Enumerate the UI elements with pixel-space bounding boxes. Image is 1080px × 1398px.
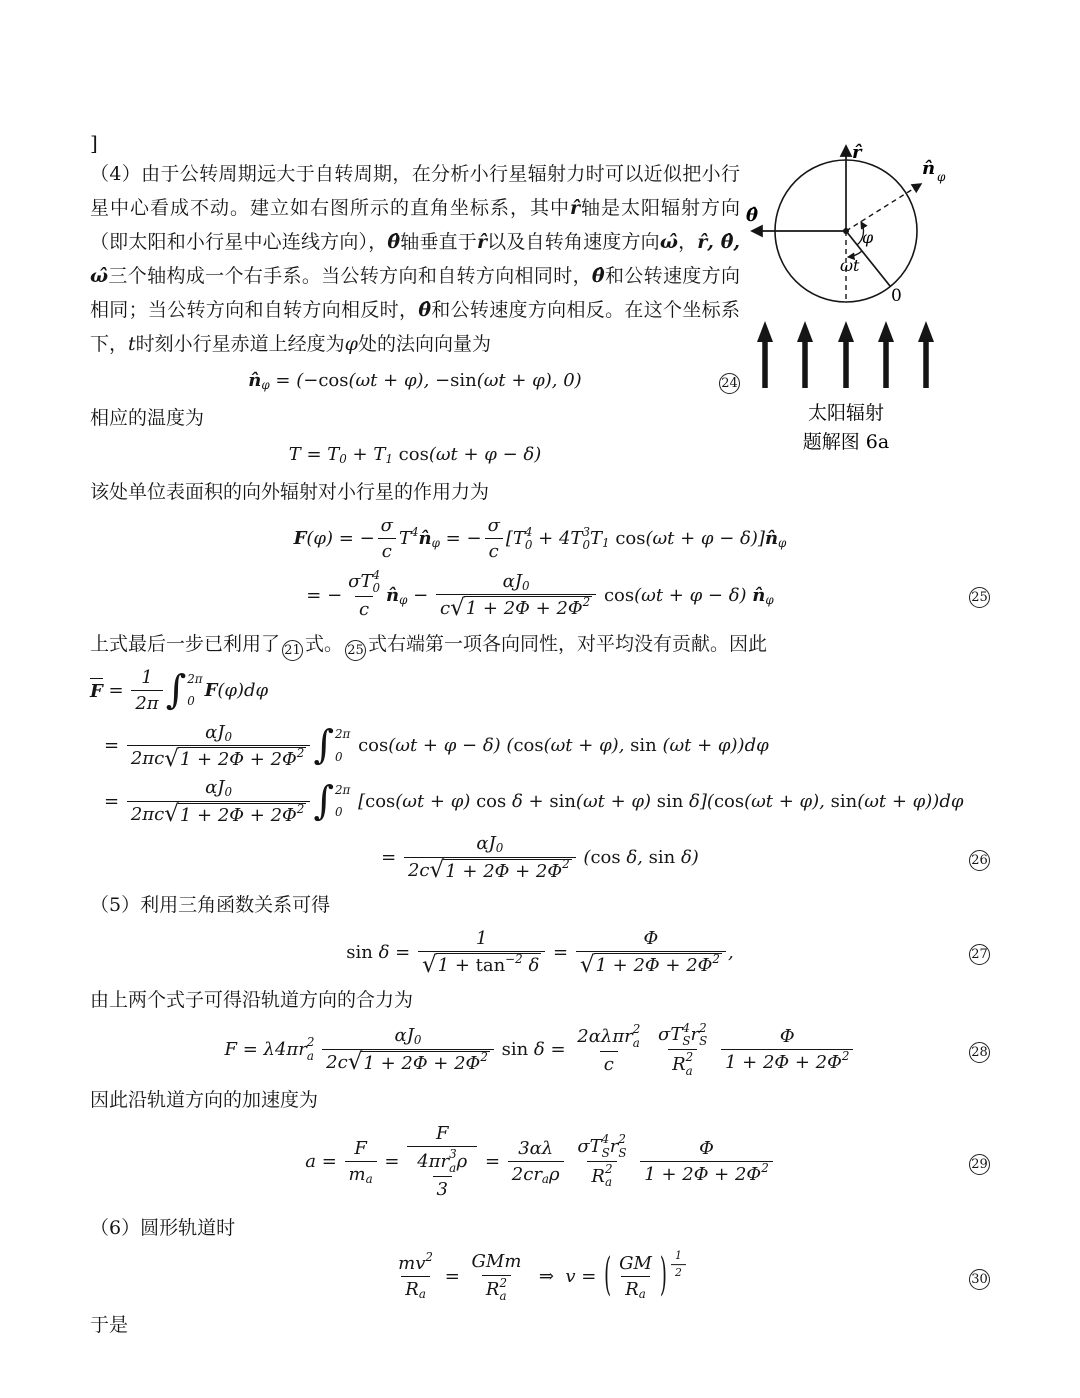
- fbar-line3-row: [90, 776, 990, 827]
- fbar-line3: = αJ 0 2πc √ 1 + 2Φ + 2Φ 2 ∫ 2π 0 [ cos (ωt + φ) cos δ + sin (ωt + φ) sin δ]( cos (ωt + φ), sin (ωt + φ))dφ: [104, 777, 964, 828]
- figure-caption: 题解图 6a: [802, 431, 890, 453]
- fbar-line1: F = $\frac{1}{2\pi}$ ∫ 2π 0 F (φ)dφ: [90, 666, 269, 715]
- stray-bracket: ]: [90, 131, 98, 155]
- equation-28-number: 28: [969, 1037, 990, 1063]
- equation-26: = αJ 0 2c √ 1 + 2Φ + 2Φ 2 ( cos δ, sin δ): [381, 833, 699, 884]
- equation-29-row: [90, 1122, 990, 1201]
- r-hat-label: r̂: [852, 142, 862, 163]
- equation-27-number: 27: [969, 939, 990, 965]
- asteroid-frame-diagram: [740, 130, 990, 468]
- zero-label: 0: [891, 286, 902, 306]
- equation-30-number: 30: [969, 1264, 990, 1290]
- equation-25-number: 25: [969, 582, 990, 608]
- force-intro: 该处单位表面积的向外辐射对小行星的作用力为: [90, 481, 490, 503]
- section-5-title: （5）利用三角函数关系可得: [90, 893, 331, 916]
- from-two-equations: 由上两个式子可得沿轨道方向的合力为: [90, 988, 414, 1011]
- equation-30: mv 2 R a = GMm R 2 a ⇒ v = ( GM R a ) $\frac{1}{2}$: [392, 1250, 688, 1303]
- equation-27: sin δ = 1 √ 1 + tan −2 δ = Φ √ 1 + 2Φ + 2Φ 2 ,: [346, 927, 734, 978]
- solar-radiation-label: 太阳辐射: [807, 402, 885, 424]
- thus-text: 于是: [90, 1314, 129, 1337]
- equation-27-row: [90, 927, 990, 978]
- equation-28-row: [90, 1022, 990, 1078]
- equation-24-row: [90, 366, 740, 396]
- equation-29: a = F m a = F 4πr 3 a ρ 3 = 3αλ 2cr a ρ σT 4 S r 2 S R 2 a Φ 1 + 2Φ + 2Φ 2: [305, 1122, 775, 1201]
- equation-25b: = − σT 4 0 c n̂ φ − αJ 0 c √ 1 + 2Φ + 2Φ 2 cos (ωt + φ − δ) n̂ φ: [306, 567, 774, 621]
- fbar-line1-row: [90, 666, 990, 716]
- solar-radiation-arrows: [757, 321, 934, 388]
- n-hat-sub-label: φ: [937, 170, 946, 184]
- equation-29-number: 29: [969, 1149, 990, 1175]
- equation-26-row: [90, 832, 990, 883]
- figure-6a: [740, 130, 990, 468]
- equation-28: F = λ4πr 2 a αJ 0 2c √ 1 + 2Φ + 2Φ 2 sin δ = 2αλπr 2 a c σT 4 S r 2 S R 2 a Φ 1 + 2Φ + 2Φ 2: [225, 1022, 856, 1078]
- fbar-line2: = αJ 0 2πc √ 1 + 2Φ + 2Φ 2 ∫ 2π 0 cos (ωt + φ − δ) ( cos (ωt + φ), sin (ωt + φ))dφ: [104, 721, 769, 772]
- temperature-equation-row: [90, 440, 740, 470]
- equation-30-row: [90, 1250, 990, 1303]
- temperature-intro: 相应的温度为: [90, 407, 205, 429]
- acceleration-intro: 因此沿轨道方向的加速度为: [90, 1088, 319, 1111]
- equation-24: n̂ φ = (− cos (ωt + φ), − sin (ωt + φ), 0): [248, 370, 582, 393]
- fbar-line2-row: [90, 721, 990, 772]
- equation-26-number: 26: [969, 845, 990, 871]
- temperature-equation: T = T 0 + T 1 cos (ωt + φ − δ): [288, 444, 542, 467]
- n-hat-label: n̂: [922, 158, 936, 179]
- note-after-25: 上式最后一步已利用了 21 式。 25 式右端第一项各向同性，对平均没有贡献。因此: [90, 627, 990, 661]
- n-phi-arrow: [846, 184, 921, 231]
- theta-hat-label: θ̂: [746, 205, 759, 226]
- equation-24-number: 24: [719, 368, 740, 394]
- equation-25b-row: [90, 569, 990, 622]
- paragraph-4: （4）由于公转周期远大于自转周期，在分析小行星辐射力时可以近似把小行星中心看成不动。建立如右图所示的直角坐标系，其中r̂轴是太阳辐射方向（即太阳和小行星中心连线方向），θ̂轴垂直于r̂以及自转角速度方向ω̂，r̂, θ̂, ω̂三个轴构成一个右手系。当公转方向和自转方向相同时，θ̂和公转速度方向相同；当公转方向和自转方向相反时，θ̂和公转速度方向相反。在这个坐标系下，t时刻小行星赤道上经度为φ处的法向向量为: [90, 163, 740, 355]
- phi-angle-label: φ: [862, 228, 874, 247]
- section-6-title: （6）圆形轨道时: [90, 1217, 236, 1240]
- equation-25a-row: [90, 514, 990, 564]
- omega-t-label: ωt: [840, 256, 860, 275]
- equation-25a: F (φ) = − $\frac{\sigma}{c}$ T 4 n̂ φ = − $\frac{\sigma}{c}$ [T 4 0 + 4T 3 0 T 1 cos (ωt + φ − δ)] n̂ φ: [293, 515, 787, 563]
